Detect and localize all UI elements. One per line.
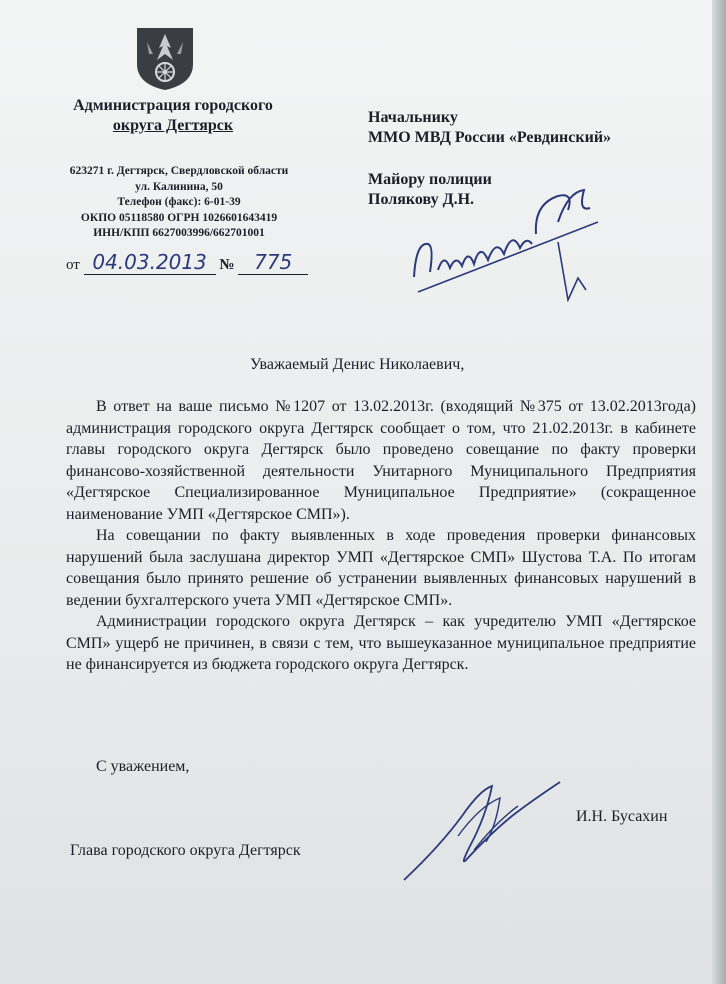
ref-date: 04.03.2013	[84, 250, 216, 275]
address-line: ОКПО 05118580 ОГРН 1026601643419	[80, 211, 278, 224]
recipient-block	[368, 108, 611, 148]
address-line: ул. Калинина, 50	[135, 180, 223, 193]
body-paragraph: В ответ на ваше письмо №1207 от 13.02.2013г. (входящий №375 от 13.02.2013года) администрация городского округа Дегтярск сообщает о том, что 21.02.2013г. в кабинете главы городского округа Дегтярск было проведено совещание по факту проверки финансово-хозяйственной деятельности Унитарного Муниципального Предприятия «Дегтярское Специализированное Муниципальное Предприятие» (сокращенное наименование УМП «Дегтярское СМП»).	[66, 398, 696, 523]
body-paragraph: Администрации городского округа Дегтярск – как учредителю УМП «Дегтярское СМП» ущерб не причинен, в связи с тем, что вышеуказанное муниципальное предприятие не финансируется из бюджета городского округа Дегтярск.	[66, 613, 696, 673]
address-line: Телефон (факс): 6-01-39	[117, 196, 241, 208]
salutation: Уважаемый Денис Николаевич,	[250, 356, 465, 373]
organization-name	[48, 96, 298, 136]
org-line-2: округа Дегтярск	[112, 117, 234, 134]
recipient-line-2: ММО МВД России «Ревдинский»	[368, 129, 612, 146]
recipient-line-3: Майору полиции	[368, 171, 492, 188]
ref-number: 775	[238, 250, 308, 275]
resolution-handwriting-icon	[408, 182, 608, 302]
coat-of-arms-icon	[133, 24, 197, 92]
ref-no-label: №	[219, 257, 235, 273]
org-line-1: Администрация городского	[73, 97, 273, 114]
recipient-line-4: Полякову Д.Н.	[368, 191, 475, 208]
org-address-block	[44, 164, 314, 242]
letter-body	[66, 396, 696, 676]
recipient-line-1: Начальнику	[368, 109, 458, 126]
address-line: ИНН/КПП 6627003996/662701001	[93, 227, 265, 239]
closing-phrase: С уважением,	[96, 758, 190, 775]
signature-icon	[400, 776, 570, 886]
address-line: 623271 г. Дегтярск, Свердловской области	[69, 165, 289, 177]
outgoing-reference	[66, 250, 308, 275]
body-paragraph: На совещании по факту выявленных в ходе проведения проверки финансовых нарушений была заслушана директор УМП «Дегтярское СМП» Шустова Т.А. По итогам совещания было принято решение об устранении выявленных финансовых нарушений в ведении бухгалтерского учета УМП «Дегтярское СМП».	[66, 527, 696, 609]
page-edge	[712, 0, 726, 984]
signatory-position: Глава городского округа Дегтярск	[70, 842, 301, 859]
ref-from-label: от	[66, 257, 80, 273]
signatory-name: И.Н. Бусахин	[576, 808, 668, 825]
